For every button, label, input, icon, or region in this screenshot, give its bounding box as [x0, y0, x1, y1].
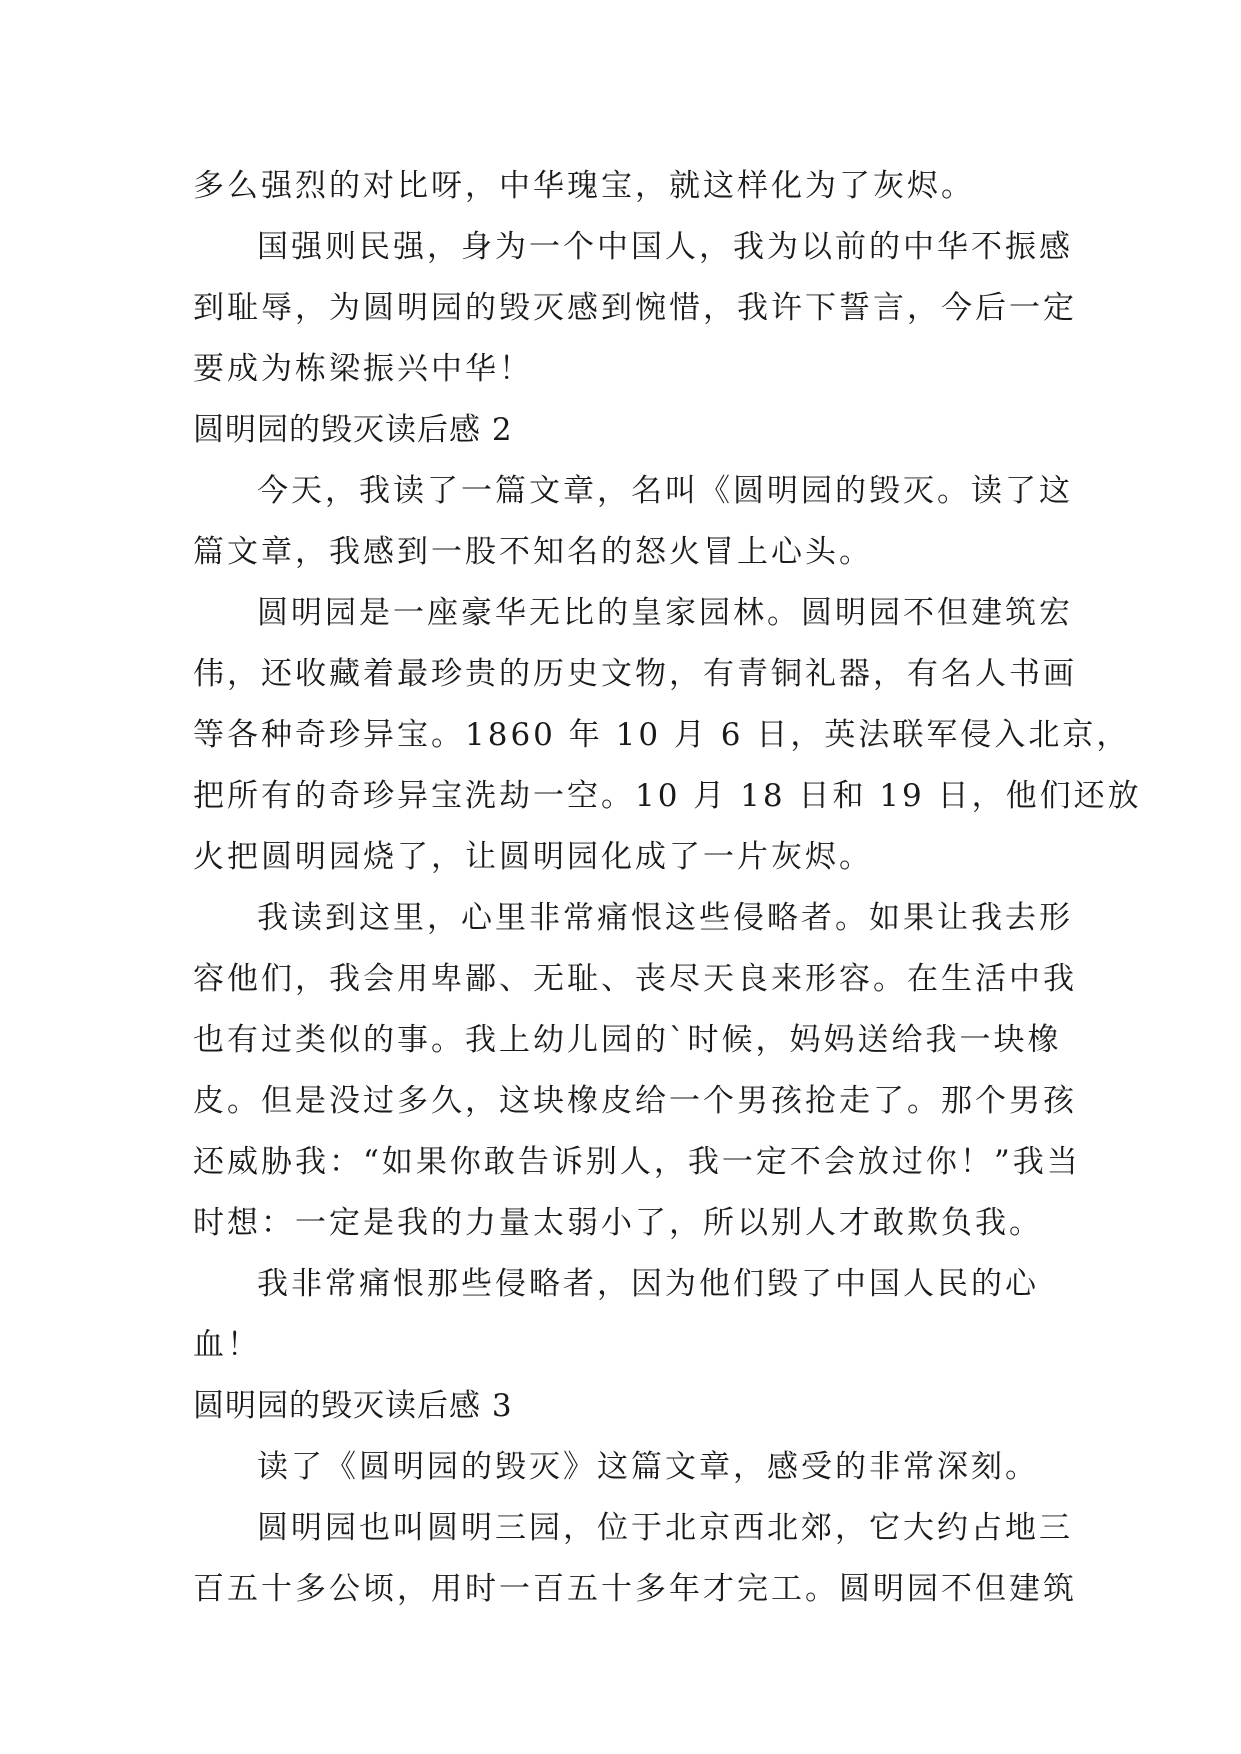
- text-line: 今天，我读了一篇文章，名叫《圆明园的毁灭。读了这: [257, 473, 1073, 509]
- text-line: 读了《圆明园的毁灭》这篇文章，感受的非常深刻。: [257, 1449, 1039, 1485]
- document-body: [193, 156, 1142, 1620]
- section-heading: 圆明园的毁灭读后感 2: [193, 412, 513, 448]
- text-line: 血！: [193, 1327, 261, 1363]
- section-heading: 圆明园的毁灭读后感 3: [193, 1388, 513, 1424]
- text-line: 要成为栋梁振兴中华！: [193, 351, 533, 387]
- text-line: 百五十多公顷，用时一百五十多年才完工。圆明园不但建筑: [193, 1571, 1077, 1607]
- text-line: 圆明园也叫圆明三园，位于北京西北郊，它大约占地三: [257, 1510, 1073, 1546]
- text-line: 把所有的奇珍异宝洗劫一空。10 月 18 日和 19 日，他们还放: [193, 778, 1142, 814]
- text-line: 我非常痛恨那些侵略者，因为他们毁了中国人民的心: [257, 1266, 1039, 1302]
- text-line: 时想：一定是我的力量太弱小了，所以别人才敢欺负我。: [193, 1205, 1043, 1241]
- text-line: 还威胁我：“如果你敢告诉别人，我一定不会放过你！”我当: [193, 1144, 1081, 1180]
- text-line: 等各种奇珍异宝。1860 年 10 月 6 日，英法联军侵入北京，: [193, 717, 1131, 753]
- text-line: 容他们，我会用卑鄙、无耻、丧尽天良来形容。在生活中我: [193, 961, 1077, 997]
- text-line: 皮。但是没过多久，这块橡皮给一个男孩抢走了。那个男孩: [193, 1083, 1077, 1119]
- text-line: 国强则民强，身为一个中国人，我为以前的中华不振感: [257, 229, 1073, 265]
- text-line: 篇文章，我感到一股不知名的怒火冒上心头。: [193, 534, 873, 570]
- text-line: 到耻辱，为圆明园的毁灭感到惋惜，我许下誓言，今后一定: [193, 290, 1077, 326]
- text-line: 也有过类似的事。我上幼儿园的`时候，妈妈送给我一块橡: [193, 1022, 1062, 1058]
- text-line: 我读到这里，心里非常痛恨这些侵略者。如果让我去形: [257, 900, 1073, 936]
- text-line: 圆明园是一座豪华无比的皇家园林。圆明园不但建筑宏: [257, 595, 1073, 631]
- text-line: 多么强烈的对比呀，中华瑰宝，就这样化为了灰烬。: [193, 168, 975, 204]
- text-line: 伟，还收藏着最珍贵的历史文物，有青铜礼器，有名人书画: [193, 656, 1077, 692]
- text-line: 火把圆明园烧了，让圆明园化成了一片灰烬。: [193, 839, 873, 875]
